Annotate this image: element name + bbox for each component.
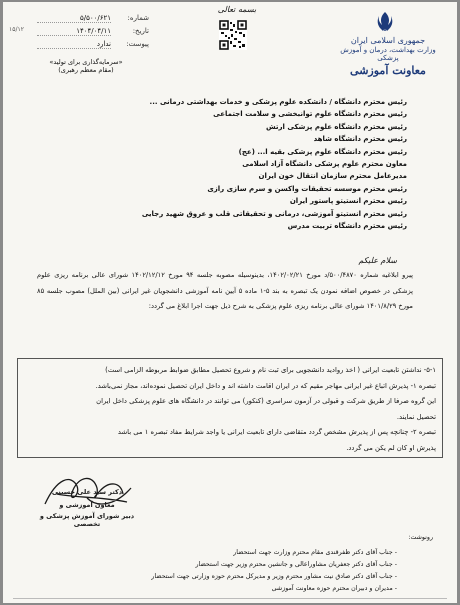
greeting: سلام علیکم xyxy=(358,256,397,265)
meta-label: پیوست: xyxy=(126,40,149,48)
national-emblem-icon xyxy=(375,10,395,34)
slogan-line: (مقام معظم رهبری) xyxy=(58,66,114,74)
meta-value: ندارد xyxy=(37,40,111,49)
copy-recipient: - جناب آقای دکتر جعفریان مشاوراعالی و جانشین محترم وزیر جهت استحضار xyxy=(97,559,397,571)
signer-name: دکتر سید علی حسینی xyxy=(51,488,123,496)
meta-label: تاریخ: xyxy=(132,27,149,35)
amendment-line: تبصره ۱- پذیرش اتباع غیر ایرانی مهاجر مقیم که در ایران اقامت داشته اند و داخل ایران تحصیل نموده‌اند، مجاز نمی‌باشد. xyxy=(95,381,436,390)
amendment-line: تحصیل نمایند. xyxy=(396,412,436,421)
copies-list xyxy=(97,547,397,595)
amendment-line: تبصره ۲- چنانچه پس از پذیرش مشخص گردد متقاضی دارای تابعیت ایرانی یا واجد شرایط مفاد تبصره ۱ می باشد xyxy=(117,428,436,437)
recipient: رئیس محترم دانشگاه علوم پزشکی ارتش xyxy=(265,122,407,131)
recipient: معاون محترم علوم پزشکی دانشگاه آزاد اسلامی xyxy=(242,159,407,168)
copy-recipient: - مدیران و دبیران محترم حوزه معاونت آموزشی xyxy=(97,583,397,595)
basmala: بسمه تعالی xyxy=(217,5,257,14)
recipient: رئیس محترم دانشگاه تربیت مدرس xyxy=(287,221,407,230)
amendment-box xyxy=(17,358,443,458)
meta-value: ۵/۵۰۰/۶۲۱ xyxy=(37,14,111,23)
letter-page xyxy=(3,2,457,603)
meta-label: شماره: xyxy=(127,14,149,22)
recipients-list xyxy=(117,96,407,232)
recipient: رئیس محترم دانشگاه علوم پزشکی بقیه ا... (عج) xyxy=(238,147,407,156)
recipient: رئیس محترم دانشگاه علوم توانبخشی و سلامت اجتماعی xyxy=(213,110,407,119)
recipient: رئیس محترم موسسه تحقیقات واکسن و سرم سازی رازی xyxy=(207,184,407,193)
body-paragraph: پیرو ابلاغیه شماره ۵۰۰/۴۸۷۰/د مورخ ۱۴۰۲/۰۲/۲۱، بدینوسیله مصوبه جلسه ۹۴ مورخ ۱۴۰۲/۱۲/۱۲ شورای عالی برنامه ریزی علوم پزشکی در خصوص اضافه نمودن یک تبصره به بند ۵-۱ ماده ۵ آیین نامه آموزشی دانشجویان غیر ایرانی (بین الملل) مصوب جلسه ۸۵ مورخ ۱۴۰۱/۸/۲۹ شورای عالی برنامه ریزی علوم پزشکی به شرح ذیل جهت اجرا ابلاغ می گردد: xyxy=(37,271,414,310)
recipient: مدیرعامل محترم سازمان انتقال خون ایران xyxy=(258,172,407,181)
signer-title: دبیر شورای آموزش پزشکی و تخصصی xyxy=(39,512,135,528)
signer-title: معاون آموزشی و xyxy=(59,501,115,509)
org-line: وزارت بهداشت، درمان و آموزش پزشکی xyxy=(340,46,436,62)
org-line: معاونت آموزشی xyxy=(350,64,426,77)
footer-divider xyxy=(13,598,447,599)
ministry-header xyxy=(333,36,443,77)
amendment-line: این گروه صرفا از طریق شرکت و قبولی در آزمون سراسری (کنکور) می توانند در دانشگاه های علوم پزشکی داخل ایران xyxy=(96,397,436,406)
letter-meta xyxy=(37,14,149,53)
recipient: رئیس محترم انستیتو آموزشی، درمانی و تحقیقاتی قلب و عروق شهید رجایی xyxy=(141,209,407,218)
meta-row xyxy=(37,27,149,36)
recipient: رئیس محترم انستیتو پاستور ایران xyxy=(289,197,407,206)
amendment-line: ۵-۱- نداشتن تابعیت ایرانی ( اخذ روادید دانشجویی برای ثبت نام و شروع تحصیل مطابق ضوابط مربوطه الزامی است) xyxy=(105,366,436,374)
meta-value: ۱۴۰۴/۰۴/۱۱ xyxy=(37,27,111,36)
copy-recipient: - جناب آقای دکتر صادق نیت مشاور محترم وزیر و مدیرکل محترم حوزه وزارتی جهت استحضار xyxy=(97,571,397,583)
signature-block xyxy=(27,468,147,532)
slogan xyxy=(31,58,141,74)
amendment-line: پذیرش او کان لم یکن می گردد. xyxy=(346,443,436,452)
meta-row xyxy=(37,40,149,49)
corner-number: ۱۵/۱۲ xyxy=(9,26,24,33)
org-line: جمهوری اسلامی ایران xyxy=(350,36,426,45)
recipient: رئیس محترم دانشگاه شاهد xyxy=(313,135,407,144)
copy-recipient: - جناب آقای دکتر ظفرقندی مقام محترم وزارت جهت استحضار xyxy=(97,547,397,559)
qr-code-icon xyxy=(219,20,247,50)
copies-label: رونوشت: xyxy=(408,534,433,541)
meta-row xyxy=(37,14,149,23)
slogan-line: «سرمایه‌گذاری برای تولید» xyxy=(49,58,123,66)
recipient: رئیس محترم دانشگاه / دانشکده علوم پزشکی و خدمات بهداشتی درمانی ... xyxy=(149,98,407,106)
